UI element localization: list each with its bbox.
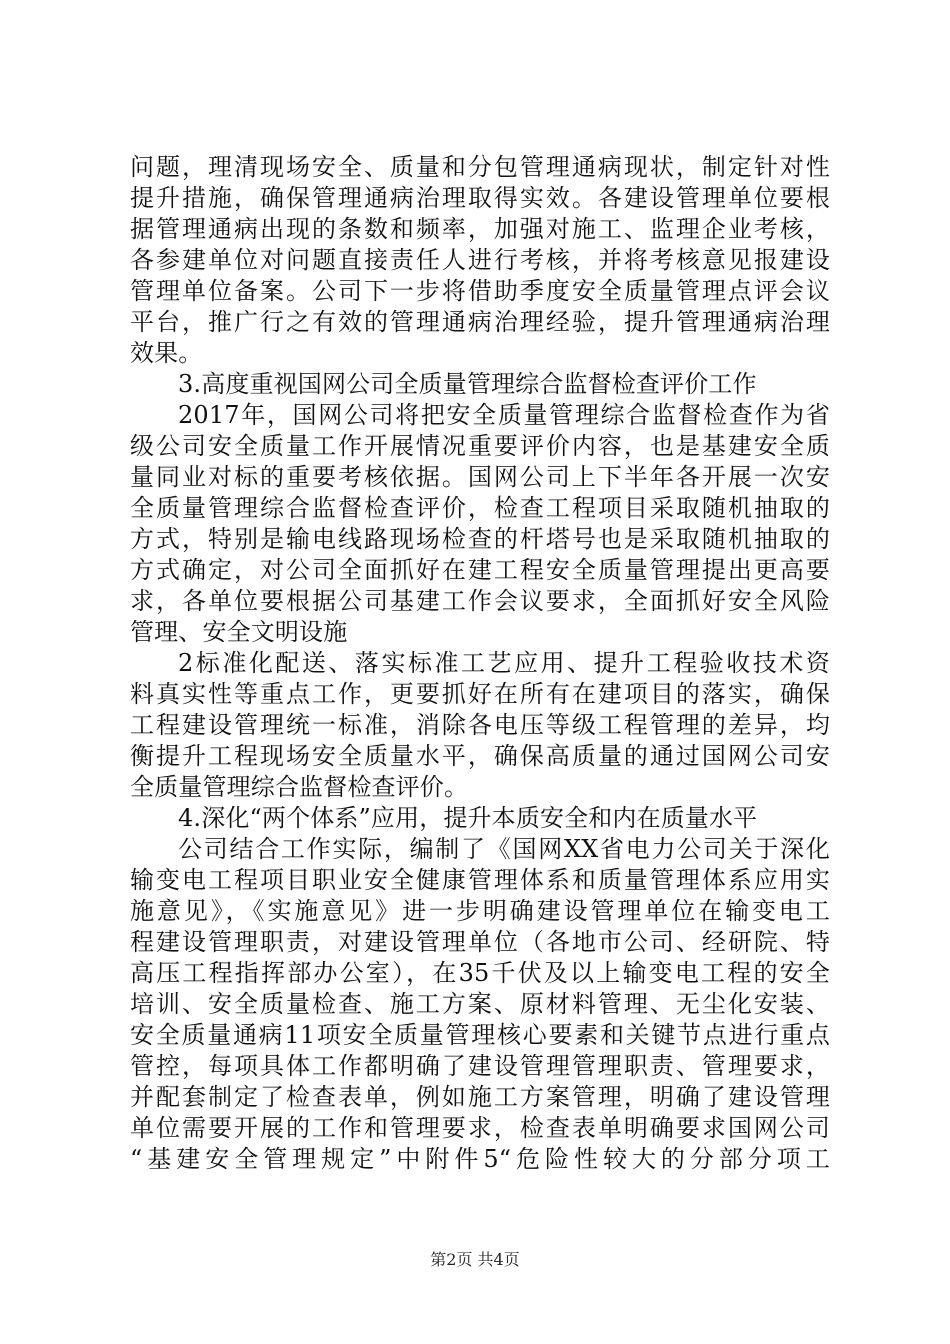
text-line: 级公司安全质量工作开展情况重要评价内容，也是基建安全质 [130,432,830,460]
text-line: 全质量管理综合监督检查评价。 [130,773,469,801]
section-heading: 3.高度重视国网公司全质量管理综合监督检查评价工作 [178,370,757,398]
text-line: 单位需要开展的工作和管理要求，检查表单明确要求国网公司 [130,1114,830,1142]
text-line: 2标准化配送、落实标准工艺应用、提升工程验收技术资 [178,649,830,677]
text-line: 工程建设管理统一标准，消除各电压等级工程管理的差异，均 [130,711,830,739]
text-line: 输变电工程项目职业安全健康管理体系和质量管理体系应用实 [130,866,830,894]
text-line: 管控，每项具体工作都明确了建设管理管理职责、管理要求， [130,1052,830,1080]
text-line: 全质量管理综合监督检查评价，检查工程项目采取随机抽取的 [130,494,830,522]
text-line: 安全质量通病11项安全质量管理核心要素和关键节点进行重点 [130,1021,830,1049]
text-line: 平台，推广行之有效的管理通病治理经验，提升管理通病治理 [130,308,830,336]
text-line: 问题，理清现场安全、质量和分包管理通病现状，制定针对性 [130,153,830,181]
text-line: 高压工程指挥部办公室），在35千伏及以上输变电工程的安全 [130,959,830,987]
document-body [130,152,830,1175]
text-line: 各参建单位对问题直接责任人进行考核，并将考核意见报建设 [130,246,830,274]
section-heading: 4.深化“两个体系”应用，提升本质安全和内在质量水平 [178,804,758,832]
text-line: 培训、安全质量检查、施工方案、原材料管理、无尘化安装、 [130,990,830,1018]
text-line: 衡提升工程现场安全质量水平，确保高质量的通过国网公司安 [130,742,830,770]
text-line: 据管理通病出现的条数和频率，加强对施工、监理企业考核， [130,215,830,243]
text-line: 管理、安全文明设施 [130,618,348,646]
text-line: 并配套制定了检查表单，例如施工方案管理，明确了建设管理 [130,1083,830,1111]
text-line: 管理单位备案。公司下一步将借助季度安全质量管理点评会议 [130,277,830,305]
text-line: 施意见》，《实施意见》进一步明确建设管理单位在输变电工 [130,897,830,925]
text-line: 提升措施，确保管理通病治理取得实效。各建设管理单位要根 [130,184,830,212]
text-line: 方式确定，对公司全面抓好在建工程安全质量管理提出更高要 [130,556,830,584]
text-line: 效果。 [130,339,203,367]
text-line: 方式，特别是输电线路现场检查的杆塔号也是采取随机抽取的 [130,525,830,553]
text-line: 量同业对标的重要考核依据。国网公司上下半年各开展一次安 [130,463,830,491]
text-line: 程建设管理职责，对建设管理单位（各地市公司、经研院、特 [130,928,830,956]
text-line: “基建安全管理规定”中附件5“危险性较大的分部分项工 [130,1145,830,1173]
text-line: 料真实性等重点工作，更要抓好在所有在建项目的落实，确保 [130,680,830,708]
text-line: 求，各单位要根据公司基建工作会议要求，全面抓好安全风险 [130,587,830,615]
text-line: 2017年，国网公司将把安全质量管理综合监督检查作为省 [178,401,830,429]
text-line: 公司结合工作实际，编制了《国网XX省电力公司关于深化 [178,835,830,863]
page-number-footer: 第2页 共4页 [430,1250,520,1269]
